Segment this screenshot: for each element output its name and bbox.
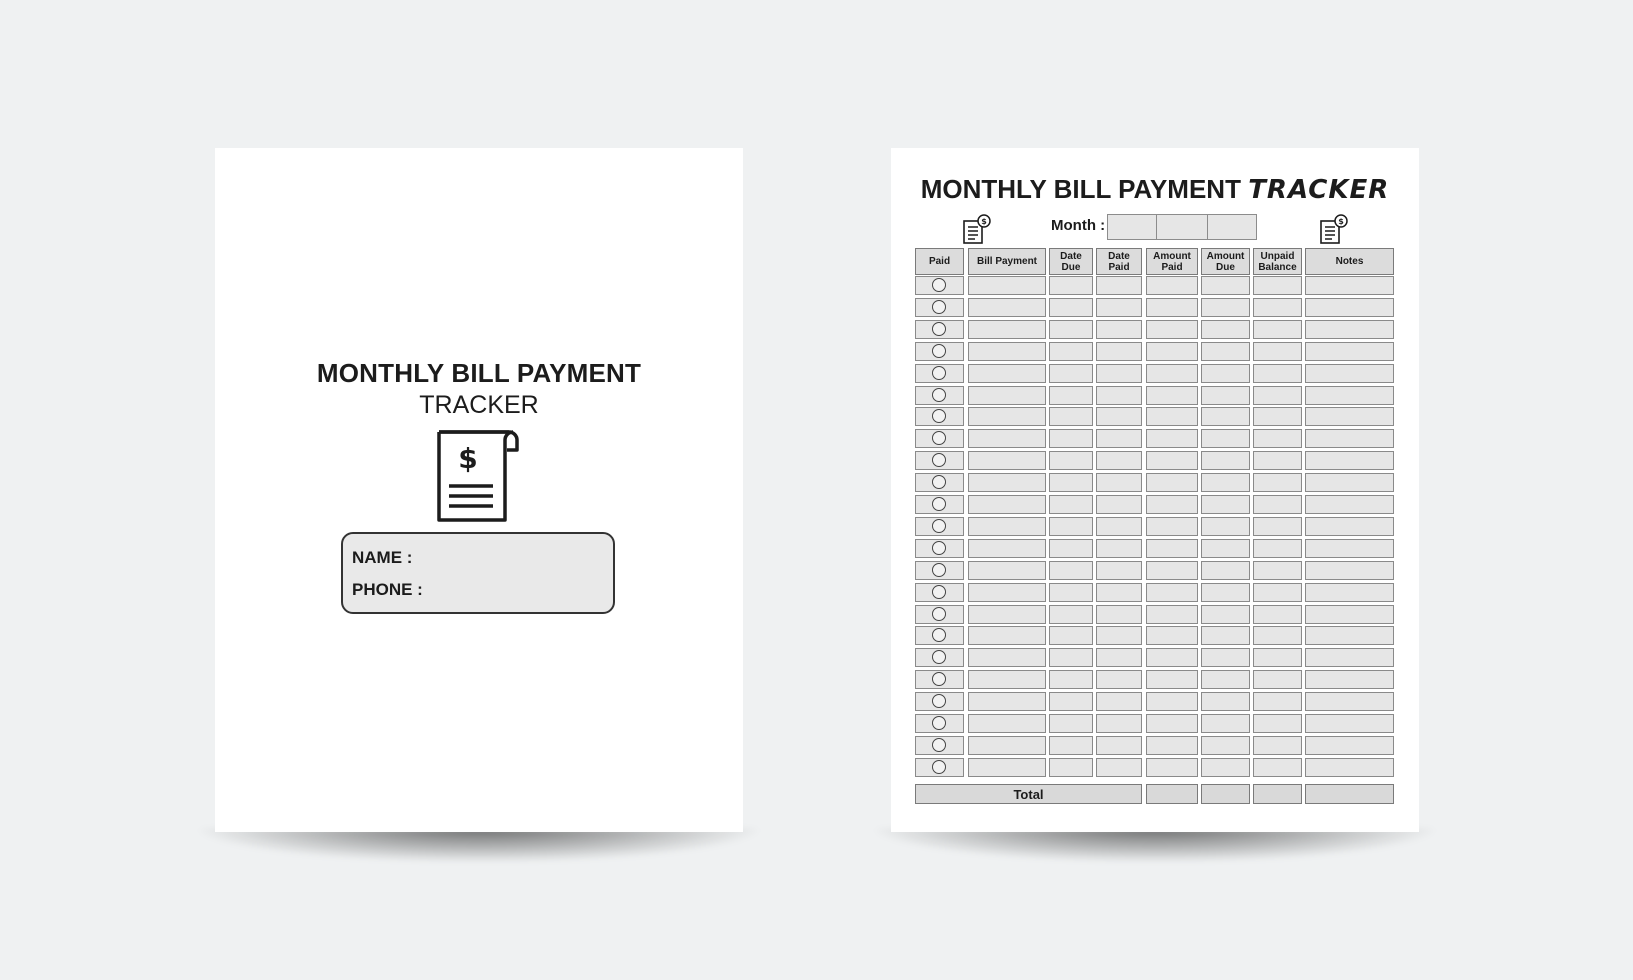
table-cell-notes[interactable] [1305, 429, 1394, 448]
table-cell-amount-due[interactable] [1201, 692, 1250, 711]
table-cell-date-due[interactable] [1049, 429, 1093, 448]
table-cell-unpaid-balance[interactable] [1253, 605, 1302, 624]
month-input-box[interactable] [1207, 214, 1257, 240]
table-cell-amount-due[interactable] [1201, 473, 1250, 492]
table-cell-notes[interactable] [1305, 298, 1394, 317]
table-cell-notes[interactable] [1305, 758, 1394, 777]
table-cell-amount-due[interactable] [1201, 539, 1250, 558]
table-cell-amount-paid[interactable] [1146, 320, 1198, 339]
paid-checkbox-circle[interactable] [932, 344, 946, 358]
table-cell-amount-paid[interactable] [1146, 561, 1198, 580]
table-cell-amount-due[interactable] [1201, 648, 1250, 667]
table-cell-date-paid[interactable] [1096, 539, 1142, 558]
table-cell-amount-paid[interactable] [1146, 386, 1198, 405]
total-cell-notes[interactable] [1305, 784, 1394, 804]
table-cell-amount-paid[interactable] [1146, 670, 1198, 689]
table-cell-notes[interactable] [1305, 583, 1394, 602]
table-cell-date-paid[interactable] [1096, 670, 1142, 689]
name-field-label: NAME : [352, 548, 413, 567]
table-cell-date-due[interactable] [1049, 539, 1093, 558]
table-cell-date-paid[interactable] [1096, 583, 1142, 602]
table-cell-amount-paid[interactable] [1146, 451, 1198, 470]
table-cell-date-paid[interactable] [1096, 605, 1142, 624]
paid-checkbox-circle[interactable] [932, 431, 946, 445]
table-cell-amount-due[interactable] [1201, 670, 1250, 689]
cover-page [215, 148, 743, 832]
svg-text:$: $ [1338, 217, 1344, 226]
table-cell-bill-payment[interactable] [968, 517, 1046, 536]
table-cell-notes[interactable] [1305, 714, 1394, 733]
paid-checkbox-circle[interactable] [932, 760, 946, 774]
table-cell-bill-payment[interactable] [968, 298, 1046, 317]
table-cell-amount-paid[interactable] [1146, 473, 1198, 492]
table-cell-date-paid[interactable] [1096, 495, 1142, 514]
table-cell-bill-payment[interactable] [968, 473, 1046, 492]
paid-checkbox-circle[interactable] [932, 322, 946, 336]
column-header-amount-due: Amount Due [1201, 248, 1250, 275]
table-cell-date-due[interactable] [1049, 648, 1093, 667]
table-cell-bill-payment[interactable] [968, 714, 1046, 733]
table-cell-bill-payment[interactable] [968, 692, 1046, 711]
table-cell-date-paid[interactable] [1096, 517, 1142, 536]
table-cell-date-due[interactable] [1049, 736, 1093, 755]
paid-checkbox-circle[interactable] [932, 738, 946, 752]
table-cell-bill-payment[interactable] [968, 648, 1046, 667]
table-cell-unpaid-balance[interactable] [1253, 561, 1302, 580]
table-cell-bill-payment[interactable] [968, 736, 1046, 755]
paid-checkbox-circle[interactable] [932, 607, 946, 621]
table-cell-date-due[interactable] [1049, 364, 1093, 383]
table-cell-amount-due[interactable] [1201, 517, 1250, 536]
table-cell-unpaid-balance[interactable] [1253, 364, 1302, 383]
table-cell-amount-due[interactable] [1201, 451, 1250, 470]
table-cell-date-paid[interactable] [1096, 364, 1142, 383]
paid-checkbox-circle[interactable] [932, 497, 946, 511]
column-header-bill-payment: Bill Payment [968, 248, 1046, 275]
table-cell-date-due[interactable] [1049, 451, 1093, 470]
table-cell-notes[interactable] [1305, 648, 1394, 667]
tracker-page [891, 148, 1419, 832]
table-cell-amount-due[interactable] [1201, 320, 1250, 339]
table-cell-unpaid-balance[interactable] [1253, 495, 1302, 514]
table-cell-date-paid[interactable] [1096, 320, 1142, 339]
month-label: Month : [1051, 217, 1106, 234]
table-cell-amount-due[interactable] [1201, 364, 1250, 383]
table-cell-bill-payment[interactable] [968, 670, 1046, 689]
table-cell-date-paid[interactable] [1096, 692, 1142, 711]
svg-text:$: $ [458, 442, 478, 475]
table-cell-date-paid[interactable] [1096, 736, 1142, 755]
table-cell-notes[interactable] [1305, 495, 1394, 514]
table-cell-date-paid[interactable] [1096, 429, 1142, 448]
table-cell-amount-paid[interactable] [1146, 407, 1198, 426]
total-cell-amount-paid[interactable] [1146, 784, 1198, 804]
paid-checkbox-circle[interactable] [932, 563, 946, 577]
table-cell-amount-due[interactable] [1201, 429, 1250, 448]
table-cell-date-paid[interactable] [1096, 758, 1142, 777]
table-cell-notes[interactable] [1305, 473, 1394, 492]
paid-checkbox-circle[interactable] [932, 716, 946, 730]
table-cell-unpaid-balance[interactable] [1253, 342, 1302, 361]
table-cell-date-due[interactable] [1049, 670, 1093, 689]
column-header-unpaid-balance: Unpaid Balance [1253, 248, 1302, 275]
table-cell-notes[interactable] [1305, 276, 1394, 295]
table-cell-amount-paid[interactable] [1146, 276, 1198, 295]
table-cell-bill-payment[interactable] [968, 758, 1046, 777]
table-cell-unpaid-balance[interactable] [1253, 583, 1302, 602]
table-cell-bill-payment[interactable] [968, 429, 1046, 448]
table-cell-amount-due[interactable] [1201, 386, 1250, 405]
table-cell-date-due[interactable] [1049, 626, 1093, 645]
table-cell-bill-payment[interactable] [968, 342, 1046, 361]
table-cell-unpaid-balance[interactable] [1253, 670, 1302, 689]
paid-checkbox-circle[interactable] [932, 628, 946, 642]
table-cell-date-due[interactable] [1049, 561, 1093, 580]
table-cell-date-paid[interactable] [1096, 473, 1142, 492]
table-cell-date-due[interactable] [1049, 407, 1093, 426]
table-cell-amount-paid[interactable] [1146, 626, 1198, 645]
table-cell-date-due[interactable] [1049, 320, 1093, 339]
table-cell-date-due[interactable] [1049, 758, 1093, 777]
table-cell-notes[interactable] [1305, 342, 1394, 361]
table-cell-date-paid[interactable] [1096, 276, 1142, 295]
column-header-amount-paid: Amount Paid [1146, 248, 1198, 275]
table-cell-date-due[interactable] [1049, 692, 1093, 711]
total-cell-unpaid-balance[interactable] [1253, 784, 1302, 804]
tracker-title [891, 174, 1419, 205]
table-cell-amount-due[interactable] [1201, 605, 1250, 624]
cover-subtitle: TRACKER [419, 391, 539, 419]
paid-checkbox-circle[interactable] [932, 300, 946, 314]
column-header-date-due: Date Due [1049, 248, 1093, 275]
table-cell-amount-paid[interactable] [1146, 364, 1198, 383]
table-cell-amount-paid[interactable] [1146, 692, 1198, 711]
table-cell-amount-paid[interactable] [1146, 736, 1198, 755]
table-cell-unpaid-balance[interactable] [1253, 517, 1302, 536]
tracker-title-accent: TRACKER [1248, 175, 1390, 205]
table-cell-bill-payment[interactable] [968, 495, 1046, 514]
table-cell-date-paid[interactable] [1096, 626, 1142, 645]
table-cell-notes[interactable] [1305, 364, 1394, 383]
paid-checkbox-circle[interactable] [932, 388, 946, 402]
paid-checkbox-circle[interactable] [932, 585, 946, 599]
month-input-box[interactable] [1107, 214, 1157, 240]
table-cell-unpaid-balance[interactable] [1253, 386, 1302, 405]
table-cell-amount-paid[interactable] [1146, 298, 1198, 317]
table-cell-unpaid-balance[interactable] [1253, 692, 1302, 711]
table-cell-notes[interactable] [1305, 407, 1394, 426]
table-cell-amount-paid[interactable] [1146, 539, 1198, 558]
table-cell-date-due[interactable] [1049, 276, 1093, 295]
table-cell-unpaid-balance[interactable] [1253, 648, 1302, 667]
bill-receipt-dollar-icon [1318, 213, 1350, 245]
table-cell-date-due[interactable] [1049, 714, 1093, 733]
total-cell-amount-due[interactable] [1201, 784, 1250, 804]
table-cell-amount-paid[interactable] [1146, 495, 1198, 514]
table-cell-notes[interactable] [1305, 626, 1394, 645]
table-cell-date-due[interactable] [1049, 298, 1093, 317]
table-cell-date-paid[interactable] [1096, 342, 1142, 361]
table-cell-bill-payment[interactable] [968, 386, 1046, 405]
table-cell-unpaid-balance[interactable] [1253, 298, 1302, 317]
svg-text:$: $ [981, 217, 987, 226]
table-cell-amount-due[interactable] [1201, 561, 1250, 580]
table-cell-date-due[interactable] [1049, 583, 1093, 602]
table-cell-bill-payment[interactable] [968, 320, 1046, 339]
table-cell-unpaid-balance[interactable] [1253, 276, 1302, 295]
table-cell-amount-due[interactable] [1201, 758, 1250, 777]
table-cell-unpaid-balance[interactable] [1253, 539, 1302, 558]
table-cell-notes[interactable] [1305, 692, 1394, 711]
table-cell-date-paid[interactable] [1096, 648, 1142, 667]
table-cell-date-paid[interactable] [1096, 386, 1142, 405]
bill-receipt-dollar-icon [961, 213, 993, 245]
table-cell-unpaid-balance[interactable] [1253, 451, 1302, 470]
table-cell-notes[interactable] [1305, 320, 1394, 339]
phone-field-label: PHONE : [352, 580, 423, 599]
paid-checkbox-circle[interactable] [932, 650, 946, 664]
table-cell-date-due[interactable] [1049, 605, 1093, 624]
tracker-title-main: MONTHLY BILL PAYMENT [920, 174, 1241, 204]
table-cell-amount-paid[interactable] [1146, 648, 1198, 667]
paid-checkbox-circle[interactable] [932, 519, 946, 533]
table-cell-amount-paid[interactable] [1146, 429, 1198, 448]
table-cell-unpaid-balance[interactable] [1253, 473, 1302, 492]
table-cell-unpaid-balance[interactable] [1253, 407, 1302, 426]
table-cell-date-due[interactable] [1049, 517, 1093, 536]
table-cell-amount-due[interactable] [1201, 495, 1250, 514]
table-cell-date-due[interactable] [1049, 473, 1093, 492]
total-label: Total [915, 784, 1142, 804]
column-header-date-paid: Date Paid [1096, 248, 1142, 275]
table-cell-amount-due[interactable] [1201, 714, 1250, 733]
table-cell-bill-payment[interactable] [968, 451, 1046, 470]
table-cell-bill-payment[interactable] [968, 364, 1046, 383]
table-cell-date-paid[interactable] [1096, 407, 1142, 426]
table-cell-notes[interactable] [1305, 561, 1394, 580]
table-cell-notes[interactable] [1305, 670, 1394, 689]
cover-title: MONTHLY BILL PAYMENT [316, 358, 642, 388]
cover-page-shadow [200, 828, 758, 862]
column-header-paid: Paid [915, 248, 964, 275]
paid-checkbox-circle[interactable] [932, 409, 946, 423]
table-cell-date-due[interactable] [1049, 386, 1093, 405]
table-cell-amount-due[interactable] [1201, 276, 1250, 295]
table-cell-amount-paid[interactable] [1146, 517, 1198, 536]
table-cell-amount-paid[interactable] [1146, 758, 1198, 777]
paid-checkbox-circle[interactable] [932, 366, 946, 380]
table-cell-notes[interactable] [1305, 386, 1394, 405]
table-cell-date-paid[interactable] [1096, 298, 1142, 317]
table-cell-notes[interactable] [1305, 605, 1394, 624]
column-header-notes: Notes [1305, 248, 1394, 275]
paid-checkbox-circle[interactable] [932, 694, 946, 708]
paid-checkbox-circle[interactable] [932, 672, 946, 686]
table-cell-notes[interactable] [1305, 517, 1394, 536]
table-cell-amount-paid[interactable] [1146, 714, 1198, 733]
table-cell-bill-payment[interactable] [968, 407, 1046, 426]
table-cell-bill-payment[interactable] [968, 605, 1046, 624]
table-cell-amount-due[interactable] [1201, 342, 1250, 361]
table-cell-date-paid[interactable] [1096, 561, 1142, 580]
table-cell-amount-paid[interactable] [1146, 342, 1198, 361]
table-cell-amount-paid[interactable] [1146, 605, 1198, 624]
table-cell-date-due[interactable] [1049, 495, 1093, 514]
table-cell-notes[interactable] [1305, 539, 1394, 558]
table-cell-bill-payment[interactable] [968, 583, 1046, 602]
table-cell-bill-payment[interactable] [968, 626, 1046, 645]
table-cell-amount-due[interactable] [1201, 736, 1250, 755]
paid-checkbox-circle[interactable] [932, 475, 946, 489]
table-cell-unpaid-balance[interactable] [1253, 626, 1302, 645]
table-cell-amount-paid[interactable] [1146, 583, 1198, 602]
paid-checkbox-circle[interactable] [932, 453, 946, 467]
paid-checkbox-circle[interactable] [932, 541, 946, 555]
table-cell-amount-due[interactable] [1201, 298, 1250, 317]
table-cell-bill-payment[interactable] [968, 561, 1046, 580]
table-cell-amount-due[interactable] [1201, 626, 1250, 645]
bill-receipt-dollar-icon [433, 428, 523, 524]
tracker-page-shadow [876, 828, 1434, 862]
table-cell-bill-payment[interactable] [968, 539, 1046, 558]
table-cell-unpaid-balance[interactable] [1253, 320, 1302, 339]
table-cell-unpaid-balance[interactable] [1253, 736, 1302, 755]
table-cell-date-paid[interactable] [1096, 714, 1142, 733]
table-cell-unpaid-balance[interactable] [1253, 429, 1302, 448]
table-cell-amount-due[interactable] [1201, 583, 1250, 602]
table-cell-notes[interactable] [1305, 451, 1394, 470]
table-cell-bill-payment[interactable] [968, 276, 1046, 295]
table-cell-date-paid[interactable] [1096, 451, 1142, 470]
paid-checkbox-circle[interactable] [932, 278, 946, 292]
month-input-box[interactable] [1156, 214, 1208, 240]
table-cell-unpaid-balance[interactable] [1253, 758, 1302, 777]
table-cell-unpaid-balance[interactable] [1253, 714, 1302, 733]
table-cell-date-due[interactable] [1049, 342, 1093, 361]
cover-info-box [341, 532, 615, 614]
table-cell-notes[interactable] [1305, 736, 1394, 755]
table-cell-amount-due[interactable] [1201, 407, 1250, 426]
